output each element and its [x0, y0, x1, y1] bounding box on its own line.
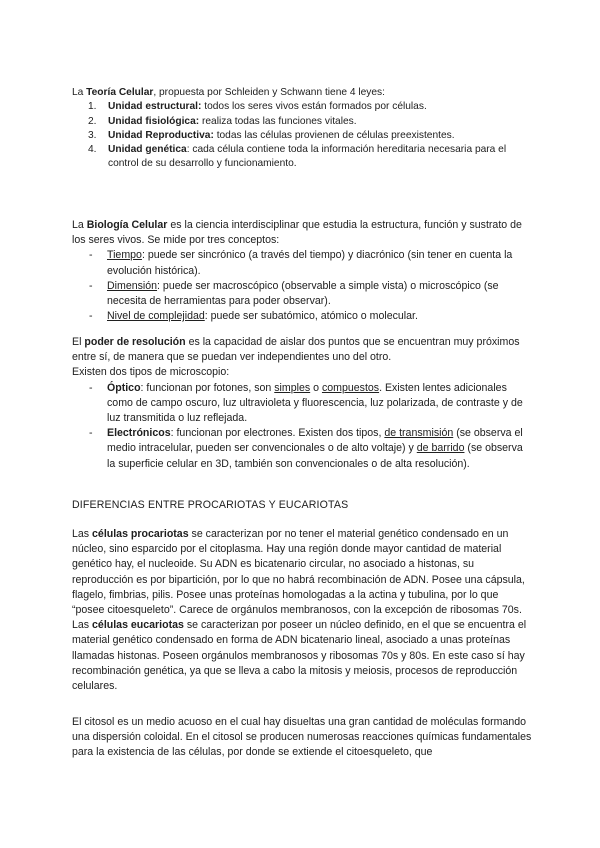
- eucariotas-term: células eucariotas: [92, 619, 184, 632]
- list-item: - Nivel de complejidad: puede ser subatómico, atómico o molecular.: [89, 310, 418, 323]
- teoria-term: Teoría Celular: [86, 87, 154, 98]
- list-item: - Tiempo: puede ser sincrónico (a través del tiempo) y diacrónico (sin tener en cuenta la evolución histórica).: [89, 249, 513, 277]
- list-item: 1. Unidad estructural: todos los seres vivos están formados por células.: [88, 101, 427, 113]
- resolucion-section: [72, 335, 532, 472]
- list-item: - Óptico: funcionan por fotones, son simples o compuestos. Existen lentes adicionales como de campo oscuro, luz ultravioleta y fluorescencia, luz polarizada, de contraste y de luz transmitida o luz reflejada.: [89, 381, 523, 425]
- list-item: - Electrónicos: funcionan por electrones. Existen dos tipos, de transmisión (se observa el medio intracelular, pueden ser convencionales o de alto voltaje) y de barrido (se observa la superficie celular en 3D, también son convencionales o de alta resolución).: [89, 427, 523, 470]
- resolucion-intro: El poder de resolución es la capacidad de aislar dos puntos que se encuentran muy próximos entre sí, de manera que se puedan ver independientes uno del otro.: [72, 336, 520, 364]
- microscope-types-intro: Existen dos tipos de microscopio:: [72, 366, 230, 379]
- list-item: 4. Unidad genética: cada célula contiene toda la información hereditaria necesaria para el control de su desarrollo y funcionamiento.: [88, 144, 507, 170]
- list-item: 2. Unidad fisiológica: realiza todas las funciones vitales.: [88, 115, 357, 127]
- citosol-paragraph: El citosol es un medio acuoso en el cual hay disueltas una gran cantidad de moléculas formando una dispersión coloidal. En el citosol se producen numerosas reacciones químicas fundamentales para la existencia de las células, por donde se extiende el citoesqueleto, que: [72, 716, 532, 759]
- section-heading: DIFERENCIAS ENTRE PROCARIOTAS Y EUCARIOTAS: [72, 499, 349, 511]
- teoria-laws-list: [72, 100, 532, 171]
- cell-types-section: [72, 527, 532, 694]
- list-item: 3. Unidad Reproductiva: todas las células provienen de células preexistentes.: [88, 129, 455, 141]
- biologia-term: Biología Celular: [86, 219, 168, 231]
- teoria-celular-section: [72, 86, 532, 172]
- microscope-types-list: [72, 381, 532, 472]
- biologia-concepts-list: [72, 248, 532, 324]
- resolucion-term: poder de resolución: [84, 336, 186, 348]
- procariotas-paragraph: Las células procariotas se caracterizan por no tener el material genético condensado en un núcleo, sino esparcido por el citoplasma. Hay una región donde mayor cantidad de material genético hay, el nucleoide. Su ADN es bicatenario circular, no asociado a histonas, su reproducción es por bipartición, por lo que no habrá recombinación de ADN. Posee una cápsula, flagelo, fimbrias, pilis. Posee unas proteínas homologadas a la actina y tubulina, por lo que “posee citoesqueleto”. Carece de orgánulos membranosos, con la excepción de ribosomas 70s.: [72, 528, 525, 617]
- teoria-intro: La Teoría Celular, propuesta por Schleiden y Schwann tiene 4 leyes:: [72, 87, 385, 98]
- list-item: - Dimensión: puede ser macroscópico (observable a simple vista) o microscópico (se necesita de herramientas para poder observar).: [89, 279, 499, 308]
- procariotas-term: células procariotas: [92, 528, 189, 540]
- eucariotas-paragraph: Las células eucariotas se caracterizan por poseer un núcleo definido, en el que se encuentra el material genético condensado en forma de ADN bicatenario lineal, asociado a unas proteínas llamadas histonas. Poseen orgánulos membranosos y ribosomas 70s y 80s. En este caso sí hay recombinación genética, ya que se lleva a cabo la mitosis y meiosis, procesos de reproducción celulares.: [72, 619, 527, 693]
- citosol-section: [72, 715, 532, 761]
- biologia-intro: La Biología Celular es la ciencia interdisciplinar que estudia la estructura, función y sustrato de los seres vivos. Se mide por tres conceptos:: [72, 219, 522, 247]
- biologia-celular-section: [72, 218, 532, 324]
